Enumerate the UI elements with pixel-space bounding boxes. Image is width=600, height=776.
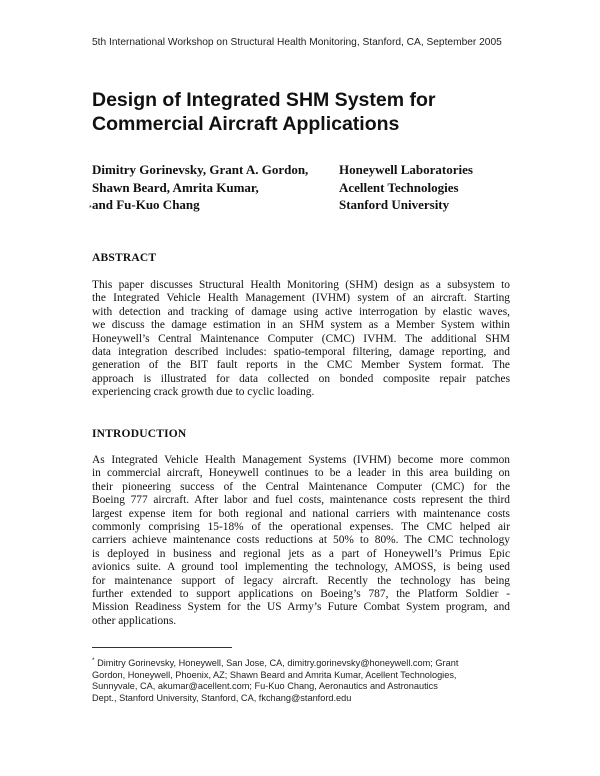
abstract-line: Honeywell’s Central Maintenance Computer (CMC) IVHM. The additional SHM	[92, 332, 510, 345]
introduction-line: Boeing 777 aircraft. After labor and fuel costs, maintenance costs represent the third	[92, 494, 510, 507]
introduction-line: in commercial aircraft, Honeywell continues to be a leader in this area building on	[92, 467, 510, 480]
abstract-body	[92, 279, 510, 400]
footnote-line-first	[92, 655, 512, 670]
introduction-line: Mission Readiness System for the US Army’s Future Combat System program, and	[92, 601, 510, 614]
footnote-mark: *	[92, 657, 95, 664]
author-line: and Fu-Kuo Chang	[92, 197, 200, 212]
title-line: Commercial Aircraft Applications	[92, 113, 400, 135]
abstract-line: generation of the BIT fault reports in the CMC Member System format. The	[92, 359, 510, 372]
title-line: Design of Integrated SHM System for	[92, 89, 436, 111]
introduction-line: largest expense item for both regional and national carriers with maintenance costs	[92, 507, 510, 520]
affiliation-list	[339, 161, 473, 214]
affiliation-line: Acellent Technologies	[339, 179, 459, 195]
abstract-heading: ABSTRACT	[92, 252, 157, 264]
footnote-line: Gordon, Honeywell, Phoenix, AZ; Shawn Beard and Amrita Kumar, Acellent Technologies,	[92, 669, 457, 680]
abstract-line: This paper discusses Structural Health Monitoring (SHM) design as a subsystem to	[92, 279, 510, 291]
abstract-line: data integration described includes: spatio-temporal filtering, damage reporting, and	[92, 346, 510, 359]
footnote	[92, 655, 512, 704]
footnote-text: Dimitry Gorinevsky, Honeywell, San Jose, CA, dimitry.gorinevsky@honeywell.com; Grant	[94, 658, 459, 669]
abstract-line: the Integrated Vehicle Health Management (IVHM) system of an aircraft. Starting	[92, 292, 510, 305]
abstract-line: we discuss the damage estimation in an SHM system as a Member System within	[92, 319, 510, 332]
author-line: Shawn Beard, Amrita Kumar,	[92, 179, 259, 195]
introduction-line: avionics suite. A ground tool implementing the technology, AMOSS, is being used	[92, 561, 510, 574]
paper-title	[92, 88, 522, 136]
abstract-line: experiencing crack growth due to cyclic loading.	[92, 386, 315, 399]
affiliation-line: Honeywell Laboratories	[339, 162, 473, 177]
introduction-line: further extended to support applications on Boeing’s 787, the Platform Soldier -	[92, 588, 510, 601]
footnote-line: Sunnyvale, CA, akumar@acellent.com; Fu-Kuo Chang, Aeronautics and Astronautics	[92, 681, 438, 692]
introduction-line: carriers achieve maintenance costs reductions at 50% to 80%. The CMC technology	[92, 534, 510, 547]
abstract-line: approach is illustrated for data collected on bonded composite repair patches	[92, 372, 510, 385]
footnote-line: Dept., Stanford University, Stanford, CA, fkchang@stanford.edu	[92, 692, 352, 703]
introduction-heading: INTRODUCTION	[92, 428, 187, 440]
introduction-line: their pioneering success of the Central Maintenance Computer (CMC) for the	[92, 480, 510, 493]
running-header: 5th International Workshop on Structural Health Monitoring, Stanford, CA, September 2005	[92, 37, 502, 48]
introduction-line: other applications.	[92, 614, 177, 627]
introduction-line: for maintenance support of legacy aircraft. Recently the technology has being	[92, 574, 510, 587]
introduction-line: commonly comprising 15-18% of the operational expenses. The CMC helped air	[92, 521, 510, 534]
footnote-divider	[92, 647, 232, 648]
author-list	[92, 161, 308, 214]
introduction-line: is deployed in business and regional jets as a part of Honeywell’s Primus Epic	[92, 547, 510, 560]
author-footnote-mark: *	[89, 205, 92, 212]
introduction-body	[92, 454, 510, 628]
affiliation-line: Stanford University	[339, 197, 450, 212]
author-line: Dimitry Gorinevsky, Grant A. Gordon,	[92, 162, 309, 177]
abstract-line: with detection and tracking of damage using active interrogation by elastic waves,	[92, 305, 510, 318]
introduction-line: As Integrated Vehicle Health Management Systems (IVHM) become more common	[92, 454, 510, 466]
